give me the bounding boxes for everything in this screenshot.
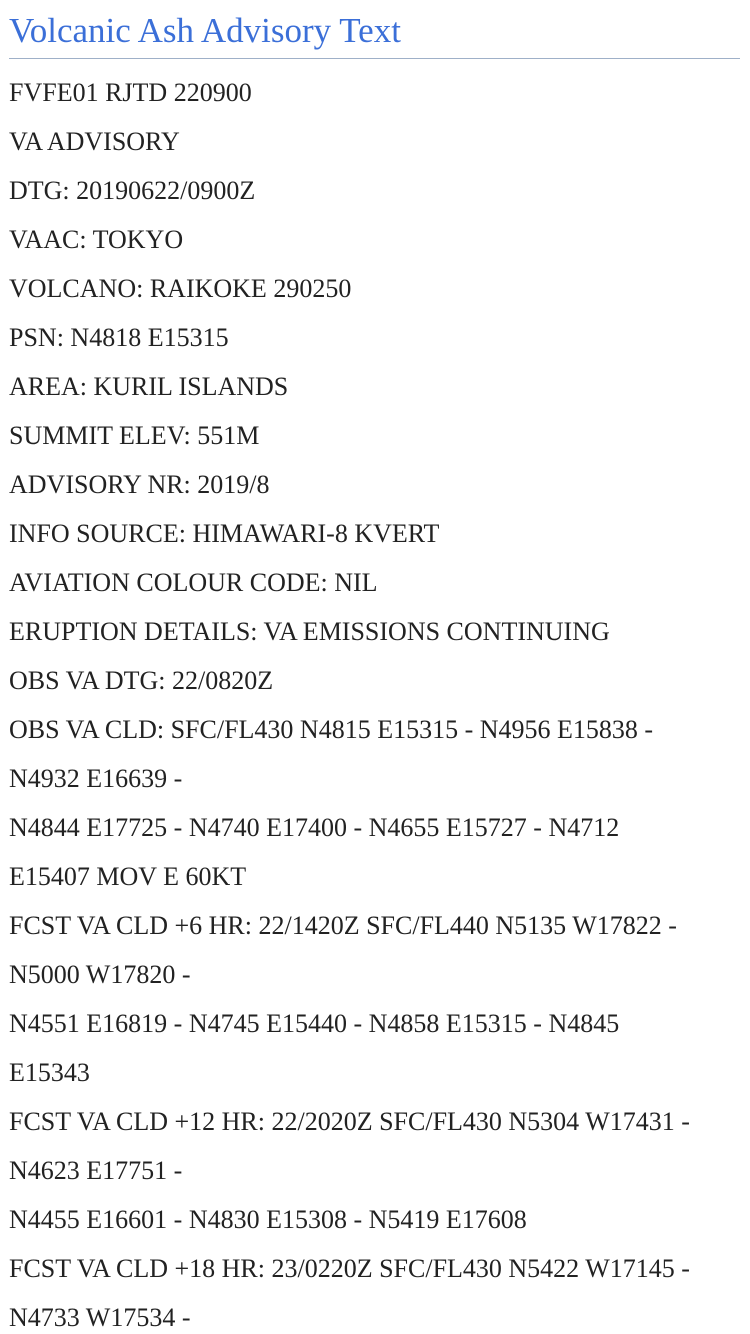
advisory-line: N4551 E16819 - N4745 E15440 - N4858 E15315 - N4845 — [9, 1009, 620, 1038]
advisory-line: PSN: N4818 E15315 — [9, 323, 229, 352]
advisory-line: N4623 E17751 - — [9, 1156, 183, 1185]
advisory-line: N4455 E16601 - N4830 E15308 - N5419 E17608 — [9, 1205, 527, 1234]
advisory-line: VA ADVISORY — [9, 127, 180, 156]
advisory-line: N4733 W17534 - — [9, 1303, 191, 1332]
advisory-line: OBS VA DTG: 22/0820Z — [9, 666, 274, 695]
advisory-line: VOLCANO: RAIKOKE 290250 — [9, 274, 352, 303]
advisory-line: N4844 E17725 - N4740 E17400 - N4655 E15727 - N4712 — [9, 813, 620, 842]
advisory-line: AREA: KURIL ISLANDS — [9, 372, 289, 401]
advisory-line: SUMMIT ELEV: 551M — [9, 421, 260, 450]
advisory-line: INFO SOURCE: HIMAWARI-8 KVERT — [9, 519, 440, 548]
page-title: Volcanic Ash Advisory Text — [9, 0, 740, 59]
advisory-line: FCST VA CLD +12 HR: 22/2020Z SFC/FL430 N5304 W17431 - — [9, 1107, 690, 1136]
advisory-line: FCST VA CLD +6 HR: 22/1420Z SFC/FL440 N5135 W17822 - — [9, 911, 677, 940]
advisory-line: N4932 E16639 - — [9, 764, 183, 793]
advisory-line: N5000 W17820 - — [9, 960, 191, 989]
advisory-text — [9, 59, 740, 1334]
advisory-line: ADVISORY NR: 2019/8 — [9, 470, 270, 499]
advisory-line: AVIATION COLOUR CODE: NIL — [9, 568, 378, 597]
advisory-line: E15343 — [9, 1058, 90, 1087]
advisory-line: VAAC: TOKYO — [9, 225, 184, 254]
advisory-line: E15407 MOV E 60KT — [9, 862, 247, 891]
advisory-line: ERUPTION DETAILS: VA EMISSIONS CONTINUING — [9, 617, 610, 646]
advisory-line: OBS VA CLD: SFC/FL430 N4815 E15315 - N4956 E15838 - — [9, 715, 654, 744]
advisory-line: DTG: 20190622/0900Z — [9, 176, 256, 205]
advisory-line: FCST VA CLD +18 HR: 23/0220Z SFC/FL430 N5422 W17145 - — [9, 1254, 690, 1283]
advisory-line: FVFE01 RJTD 220900 — [9, 78, 252, 107]
